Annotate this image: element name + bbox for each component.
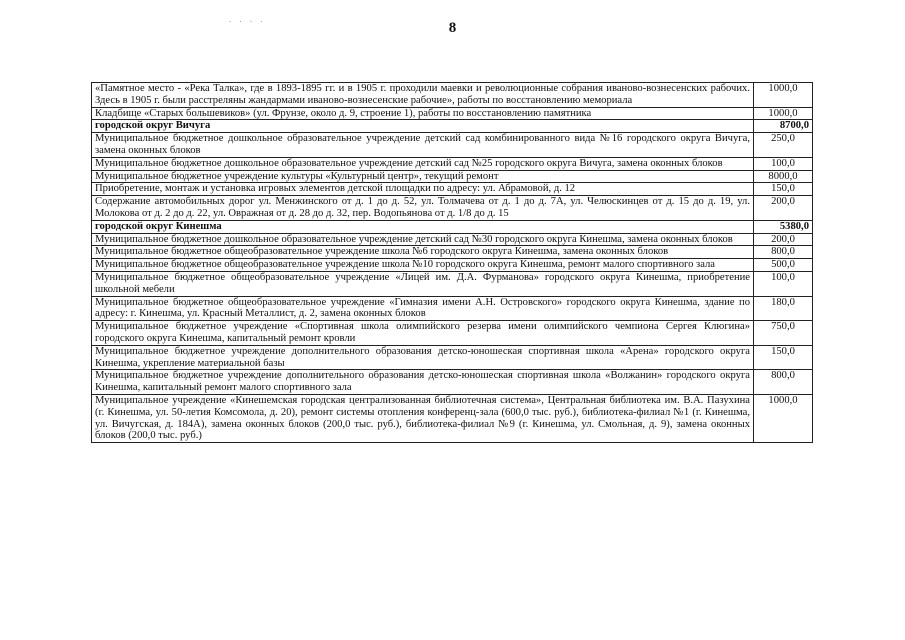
- item-amount: 1000,0: [754, 83, 813, 108]
- item-amount: 250,0: [754, 133, 813, 158]
- item-amount: 800,0: [754, 370, 813, 395]
- item-description: Приобретение, монтаж и установка игровых элементов детской площадки по адресу: ул. Абрамовой, д. 12: [92, 183, 754, 196]
- table-row: [92, 107, 813, 120]
- table-row: [92, 246, 813, 259]
- item-description: Муниципальное бюджетное общеобразовательное учреждение школа №10 городского округа Кинешма, ремонт малого спортивного зала: [92, 259, 754, 272]
- item-description: Муниципальное бюджетное учреждение культуры «Культурный центр», текущий ремонт: [92, 170, 754, 183]
- table-row: [92, 345, 813, 370]
- item-description: Муниципальное бюджетное учреждение дополнительного образования детско-юношеская спортивная школа «Арена» городского округа Кинешма, укрепление материальной базы: [92, 345, 754, 370]
- item-description: Муниципальное бюджетное учреждение дополнительного образования детско-юношеская спортивная школа «Волжанин» городского округа Кинешма, капитальный ремонт малого спортивного зала: [92, 370, 754, 395]
- table-row: [92, 170, 813, 183]
- item-amount: 1000,0: [754, 394, 813, 442]
- table-row: [92, 196, 813, 221]
- group-name: городской округ Вичуга: [92, 120, 754, 133]
- item-amount: 1000,0: [754, 107, 813, 120]
- item-description: Муниципальное бюджетное дошкольное образовательное учреждение детский сад комбинированного вида №16 городского округа Вичуга, замена оконных блоков: [92, 133, 754, 158]
- table-row: [92, 370, 813, 395]
- group-total-amount: 8700,0: [754, 120, 813, 133]
- scan-artifact: · · · ·: [228, 18, 265, 26]
- item-description: Муниципальное бюджетное общеобразовательное учреждение школа №6 городского округа Кинешма, замена оконных блоков: [92, 246, 754, 259]
- table-row: [92, 133, 813, 158]
- item-description: Муниципальное бюджетное общеобразовательное учреждение «Лицей им. Д.А. Фурманова» городского округа Кинешма, приобретение школьной мебели: [92, 271, 754, 296]
- item-description: Муниципальное бюджетное учреждение «Спортивная школа олимпийского резерва имени олимпийского чемпиона Сергея Клюгина» городского округа Кинешма, капитальный ремонт кровли: [92, 321, 754, 346]
- page-number: 8: [448, 20, 457, 36]
- item-amount: 8000,0: [754, 170, 813, 183]
- item-description: Муниципальное бюджетное дошкольное образовательное учреждение детский сад №25 городского округа Вичуга, замена оконных блоков: [92, 157, 754, 170]
- table-row: [92, 183, 813, 196]
- item-amount: 500,0: [754, 259, 813, 272]
- table-row: [92, 233, 813, 246]
- group-header-row: [92, 120, 813, 133]
- item-description: Муниципальное бюджетное общеобразовательное учреждение «Гимназия имени А.Н. Островского» городского округа Кинешма, здание по адресу: г. Кинешма, ул. Красный Металлист, д. 2, замена оконных блоков: [92, 296, 754, 321]
- item-description: Муниципальное учреждение «Кинешемская городская централизованная библиотечная система», Центральная библиотека им. В.А. Пазухина (г. Кинешма, ул. 50-летия Комсомола, д. 20), ремонт системы отопления конференц-зала (600,0 тыс. руб.), библиотека-филиал №1 (г. Кинешма, ул. Вичугская, д. 184А), замена оконных блоков (200,0 тыс. руб.), библиотека-филиал №9 (г. Кинешма, ул. Смольная, д. 9), замена оконных блоков (200,0 тыс. руб.): [92, 394, 754, 442]
- table-row: [92, 296, 813, 321]
- budget-table: [91, 82, 813, 443]
- item-amount: 150,0: [754, 345, 813, 370]
- table-row: [92, 321, 813, 346]
- table-row: [92, 157, 813, 170]
- table-row: [92, 259, 813, 272]
- table-row: [92, 271, 813, 296]
- table-body: [92, 83, 813, 443]
- item-amount: 150,0: [754, 183, 813, 196]
- item-amount: 800,0: [754, 246, 813, 259]
- item-description: Содержание автомобильных дорог ул. Менжинского от д. 1 до д. 52, ул. Толмачева от д. 1 до д. 7А, ул. Челюскинцев от д. 15 до д. 19, ул. Молокова от д. 2 до д. 22, ул. Овражная от д. 28 до д. 32, пер. Водопьянова от д. 1/8 до д. 15: [92, 196, 754, 221]
- item-amount: 100,0: [754, 271, 813, 296]
- item-amount: 200,0: [754, 196, 813, 221]
- item-amount: 750,0: [754, 321, 813, 346]
- item-description: Кладбище «Старых большевиков» (ул. Фрунзе, около д. 9, строение 1), работы по восстановлению памятника: [92, 107, 754, 120]
- item-amount: 100,0: [754, 157, 813, 170]
- table-row: [92, 394, 813, 442]
- group-name: городской округ Кинешма: [92, 220, 754, 233]
- group-header-row: [92, 220, 813, 233]
- item-amount: 180,0: [754, 296, 813, 321]
- group-total-amount: 5380,0: [754, 220, 813, 233]
- table-row: [92, 83, 813, 108]
- item-description: Муниципальное бюджетное дошкольное образовательное учреждение детский сад №30 городского округа Кинешма, замена оконных блоков: [92, 233, 754, 246]
- item-description: «Памятное место - «Река Талка», где в 1893-1895 гг. и в 1905 г. проходили маевки и революционные собрания иваново-вознесенских рабочих. Здесь в 1905 г. были расстреляны жандармами иваново-вознесенские рабочие», работы по восстановлению мемориала: [92, 83, 754, 108]
- item-amount: 200,0: [754, 233, 813, 246]
